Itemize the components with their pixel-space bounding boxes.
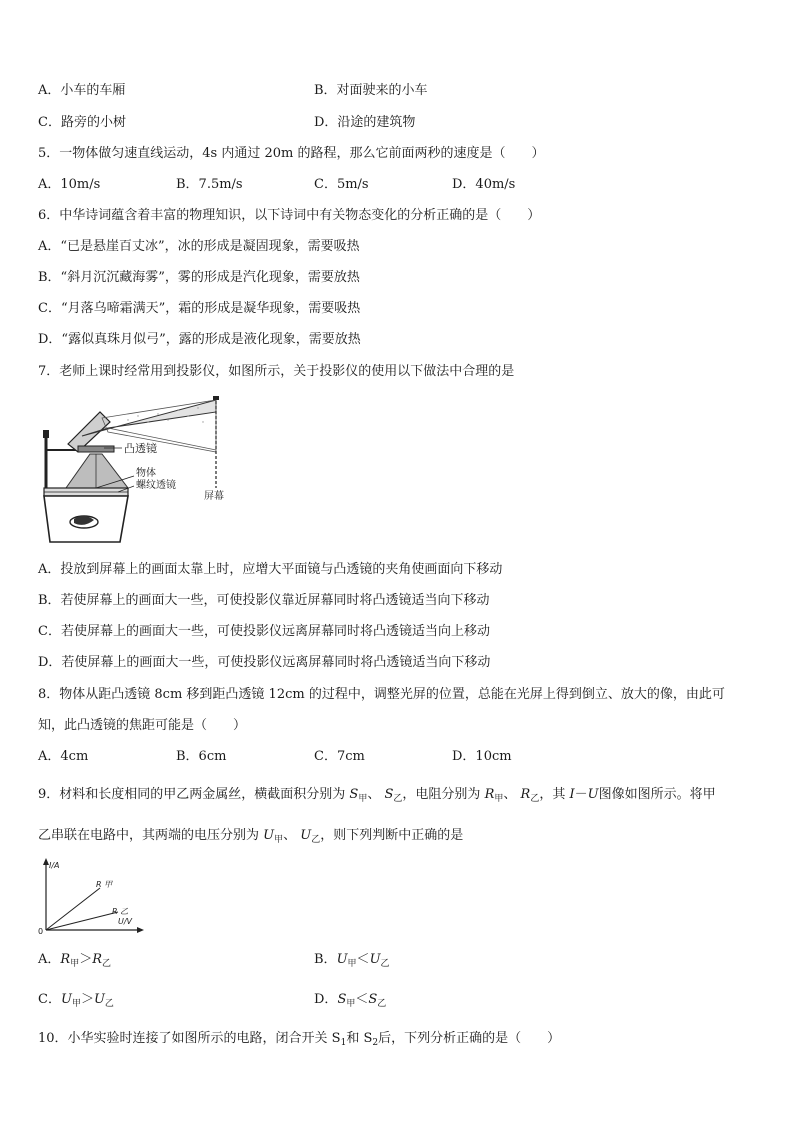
- q7-stem: 7．老师上课时经常用到投影仪，如图所示，关于投影仪的使用以下做法中合理的是: [38, 364, 515, 379]
- q5-option-b: B．7.5m/s: [176, 177, 243, 192]
- q8-option-b: B．6cm: [176, 749, 227, 764]
- q4-option-d: D．沿途的建筑物: [314, 115, 416, 130]
- q7-option-c: C．若使屏幕上的画面大一些，可使投影仪远离屏幕同时将凸透镜适当向上移动: [38, 624, 490, 639]
- q8-option-d: D．10cm: [452, 749, 512, 764]
- u-yi: $U_乙$: [300, 828, 321, 845]
- q8-stem-line2: 知，此凸透镜的焦距可能是（ ）: [38, 718, 247, 733]
- q6-option-c: C．“月落乌啼霜满天”，霜的形成是凝华现象，需要吸热: [38, 301, 361, 316]
- u-jia: $U_甲$: [263, 828, 284, 845]
- r-jia-label: R 甲: [96, 880, 113, 889]
- q9-stem-line1: 9．材料和长度相同的甲乙两金属丝，横截面积分别为 $S_甲$、 $S_乙$，电阻分别为 $R_甲$、 $R_乙$，其 I－U图像如图所示。将甲: [38, 787, 716, 804]
- q9-option-d: D．$S_甲<S_乙$: [314, 992, 387, 1009]
- q9-option-c: C．$U_甲>U_乙$: [38, 992, 114, 1009]
- fresnel-label: 螺纹透镜: [136, 480, 176, 491]
- r-yi-label: R 乙: [112, 907, 129, 916]
- i-u-graph: [36, 856, 146, 936]
- q9-stem-line2: 乙串联在电路中，其两端的电压分别为 $U_甲$、 $U_乙$，则下列判断中正确的是: [38, 828, 464, 845]
- q4-option-c: C．路旁的小树: [38, 115, 126, 130]
- q5-option-a: A．10m/s: [38, 177, 101, 192]
- i-u-symbol: I－U: [569, 787, 599, 802]
- projector-figure: [38, 392, 238, 546]
- screen-label: 屏幕: [204, 491, 224, 502]
- x-axis-label: U/V: [118, 917, 133, 926]
- r-jia: $R_甲$: [484, 787, 504, 804]
- q4-option-b: B．对面驶来的小车: [314, 83, 428, 98]
- q6-option-b: B．“斜月沉沉藏海雾”，雾的形成是汽化现象，需要放热: [38, 270, 360, 285]
- q6-option-d: D．“露似真珠月似弓”，露的形成是液化现象，需要放热: [38, 332, 361, 347]
- q5-stem: 5．一物体做匀速直线运动，4s 内通过 20m 的路程，那么它前面两秒的速度是（ ）: [38, 146, 545, 161]
- q5-option-d: D．40m/s: [452, 177, 516, 192]
- s-yi: $S_乙$: [384, 787, 403, 804]
- q9-option-a: A．$R_甲>R_乙$: [38, 952, 112, 969]
- q9-option-b: B．$U_甲<U_乙$: [314, 952, 390, 969]
- q8-option-c: C．7cm: [314, 749, 365, 764]
- q4-option-a: A．小车的车厢: [38, 83, 126, 98]
- object-label: 物体: [136, 468, 156, 479]
- q7-option-d: D．若使屏幕上的画面大一些，可使投影仪远离屏幕同时将凸透镜适当向下移动: [38, 655, 491, 670]
- lens-label: 凸透镜: [124, 442, 157, 455]
- q6-stem: 6．中华诗词蕴含着丰富的物理知识，以下诗词中有关物态变化的分析正确的是（ ）: [38, 208, 541, 223]
- q8-option-a: A．4cm: [38, 749, 89, 764]
- origin-label: 0: [38, 927, 44, 936]
- y-axis-label: I/A: [49, 861, 60, 870]
- q7-option-a: A．投放到屏幕上的画面太靠上时，应增大平面镜与凸透镜的夹角使画面向下移动: [38, 562, 503, 577]
- q7-option-b: B．若使屏幕上的画面大一些，可使投影仪靠近屏幕同时将凸透镜适当向下移动: [38, 593, 490, 608]
- q6-option-a: A．“已是悬崖百丈冰”，冰的形成是凝固现象，需要吸热: [38, 239, 360, 254]
- q8-stem-line1: 8．物体从距凸透镜 8cm 移到距凸透镜 12cm 的过程中，调整光屏的位置，总能在光屏上得到倒立、放大的像，由此可: [38, 687, 725, 702]
- s-jia: $S_甲$: [349, 787, 368, 804]
- q10-stem: 10．小华实验时连接了如图所示的电路，闭合开关 $S_1$和 $S_2$后，下列分析正确的是（ ）: [38, 1031, 561, 1048]
- r-yi: $R_乙$: [520, 787, 540, 804]
- q5-option-c: C．5m/s: [314, 177, 369, 192]
